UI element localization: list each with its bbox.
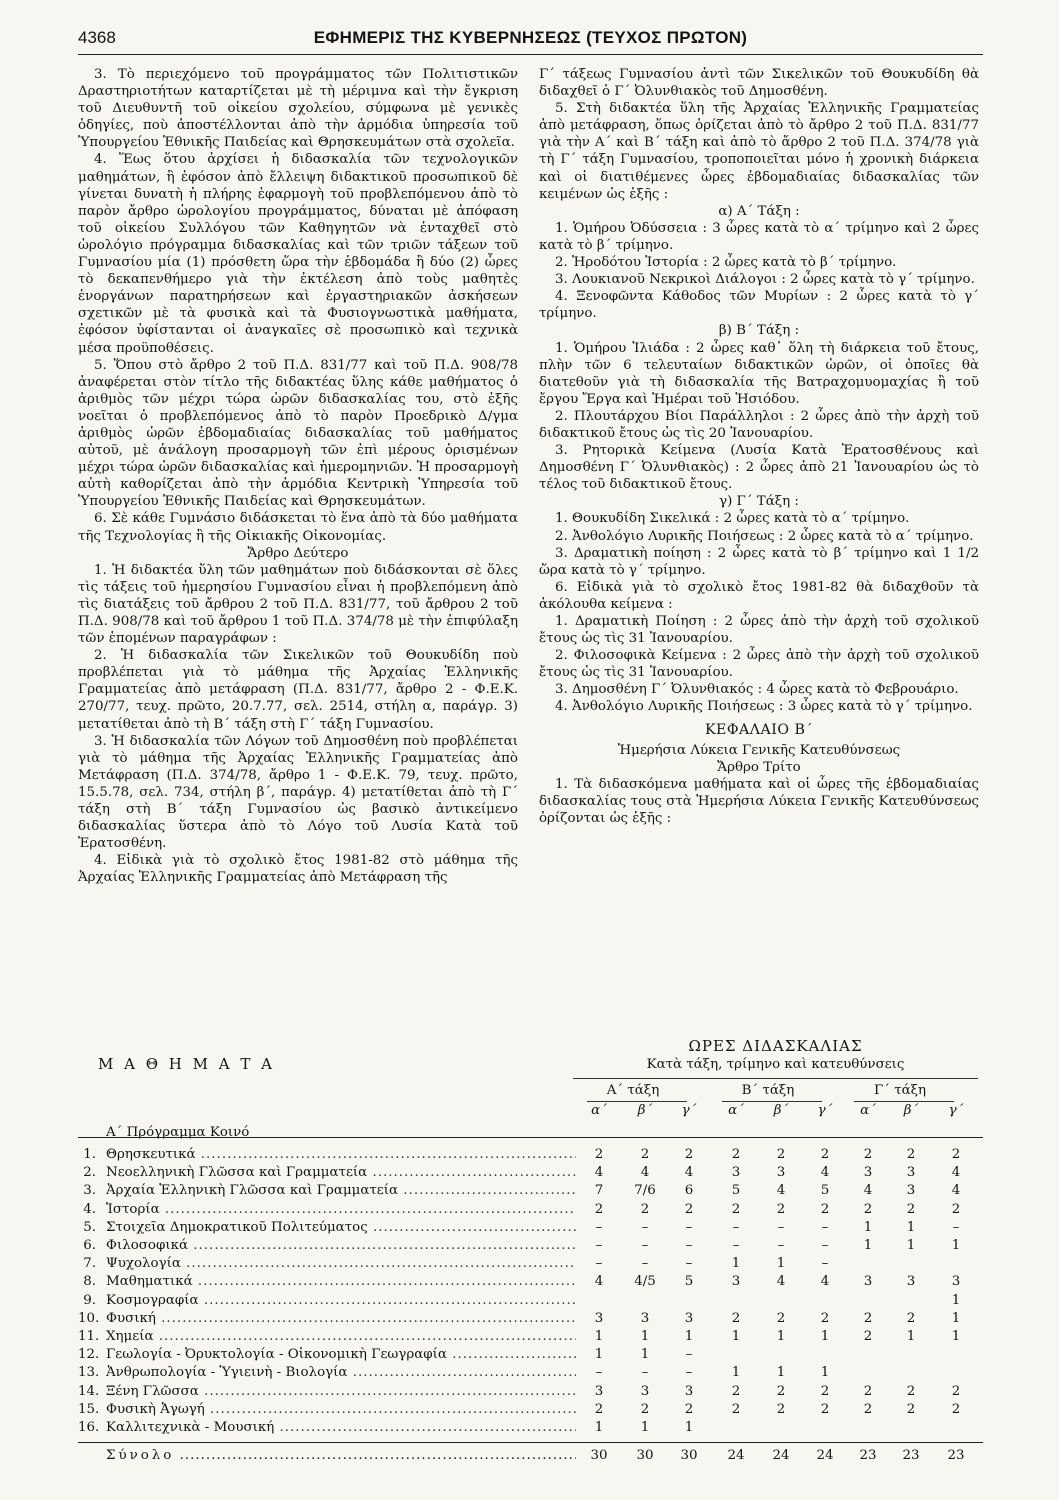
hours-cell: 2: [951, 1401, 961, 1417]
table-row: [78, 1256, 983, 1272]
hours-cell: 4: [951, 1165, 961, 1181]
class-group-underline: [854, 1101, 954, 1102]
hours-cell: 3: [906, 1183, 916, 1199]
hours-cell: –: [777, 1219, 785, 1235]
hours-cell: 3: [594, 1383, 604, 1399]
hours-cell: 2: [640, 1401, 650, 1417]
term-column-label: β΄: [637, 1103, 653, 1118]
header-divider: [573, 1078, 978, 1079]
subject-name: Ἱστορία .....: [106, 1202, 576, 1217]
hours-cell: 4: [594, 1165, 604, 1181]
hours-cell: 4: [684, 1165, 694, 1181]
list-item: 1. Θουκυδίδη Σικελικά : 2 ὧρες κατὰ τὸ α΄ τρίμηνο.: [555, 511, 910, 527]
row-number: 6.: [83, 1238, 96, 1253]
hours-cell: 2: [594, 1147, 604, 1162]
hours-cell: –: [595, 1365, 603, 1381]
hours-cell: 2: [684, 1201, 694, 1217]
hours-cell: 2: [820, 1401, 830, 1417]
paragraph: 1. Ἡ διδακτέα ὕλη τῶν μαθημάτων ποὺ διδάσκονται σὲ ὅλες τὶς τάξεις τοῦ ἡμερησίου Γυμνασίου εἶναι ἡ προβλεπόμενη ἀπὸ τὶς διατάξεις τοῦ ἄρθρου 2 τοῦ Π.Δ. 831/77, τοῦ ἄρθρου 2 τοῦ Π.Δ. 908/78 καὶ τοῦ ἄρθρου 1 τοῦ Π.Δ. 374/78 μὲ τὴν ἐπιφύλαξη τῶν ἑπομένων παραγράφων :: [78, 562, 518, 647]
hours-cell: 2: [906, 1201, 916, 1217]
right-column: [539, 66, 979, 827]
hours-cell: 2: [906, 1147, 916, 1162]
hours-cell: 4: [640, 1165, 650, 1181]
paragraph: 6. Σὲ κάθε Γυμνάσιο διδάσκεται τὸ ἕνα ἀπὸ τὰ δύο μαθήματα τῆς Τεχνολογίας ἢ τῆς Οἰκιακῆς Οἰκονομίας.: [78, 511, 518, 544]
hours-cell: 3: [731, 1274, 741, 1290]
hours-cell: 1: [684, 1420, 694, 1435]
row-number: 5.: [83, 1219, 96, 1235]
row-number: 14.: [78, 1383, 100, 1399]
header-rule: [78, 54, 983, 55]
term-column-label: α΄: [728, 1103, 744, 1118]
paragraph: 3. Τὸ περιεχόμενο τοῦ προγράμματος τῶν Πολιτιστικῶν Δραστηριοτήτων καταρτίζεται μὲ τὴ μέριμνα καὶ τὴν ἔγκριση τοῦ Διευθυντῆ τοῦ οἰκείου σχολείου, σύμφωνα μὲ γενικὲς ὁδηγίες, ποὺ ἀποστέλλονται ἀπὸ τὴν ἁρμόδια ὑπηρεσία τοῦ Ὑπουργείου Ἐθνικῆς Παιδείας καὶ Θρησκευμάτων στὰ σχολεῖα.: [78, 67, 518, 151]
hours-cell: 1: [863, 1219, 873, 1235]
hours-cell: 4: [776, 1274, 786, 1290]
hours-cell: 1: [731, 1365, 741, 1381]
hours-cell: 1: [776, 1329, 786, 1344]
hours-cell: 1: [906, 1329, 916, 1344]
hours-cell: 7/6: [634, 1183, 656, 1199]
hours-cell: 1: [776, 1365, 786, 1381]
hours-cell: –: [595, 1256, 603, 1272]
hours-cell: 2: [820, 1201, 830, 1217]
hours-cell: 3: [731, 1165, 741, 1181]
term-column-label: γ΄: [948, 1103, 964, 1118]
hours-cell: 2: [776, 1147, 786, 1162]
row-number: 12.: [78, 1347, 100, 1363]
table-row: [78, 1329, 983, 1345]
class-group-underline: [587, 1101, 687, 1102]
table-row: [78, 1220, 983, 1236]
hours-cell: 6: [684, 1183, 694, 1199]
total-cell: 23: [947, 1448, 965, 1463]
hours-cell: 2: [820, 1383, 830, 1399]
hours-cell: 1: [731, 1329, 741, 1344]
table-row: [78, 1202, 983, 1218]
hours-cell: 2: [640, 1147, 650, 1162]
hours-cell: 4: [951, 1183, 961, 1199]
hours-cell: 5: [820, 1183, 830, 1199]
hours-cell: 3: [906, 1274, 916, 1290]
hours-cell: –: [685, 1347, 693, 1363]
total-cell: 24: [772, 1448, 790, 1463]
hours-cell: 1: [820, 1365, 830, 1381]
hours-cell: –: [641, 1365, 649, 1381]
paragraph: 6. Εἰδικὰ γιὰ τὸ σχολικὸ ἔτος 1981-82 θὰ διδαχθοῦν τὰ ἀκόλουθα κείμενα :: [539, 579, 979, 612]
list-item: 3. Ρητορικὰ Κείμενα (Λυσία Κατὰ Ἐρατοσθένους καὶ Δημοσθένη Γ΄ Ὀλυνθιακὸς) : 2 ὧρες ἀπὸ 21 Ἰανουαρίου ὡς τὸ τέλος τοῦ διδακτικοῦ ἔτους.: [539, 443, 979, 493]
list-item: 4. Ξενοφῶντα Κάθοδος τῶν Μυρίων : 2 ὧρες κατὰ τὸ γ΄ τρίμηνο.: [539, 289, 979, 322]
hours-cell: 2: [863, 1201, 873, 1217]
hours-cell: –: [821, 1256, 829, 1272]
chapter-heading: ΚΕΦΑΛΑΙΟ Β΄: [704, 721, 814, 738]
hours-cell: –: [641, 1256, 649, 1272]
table-row: [78, 1420, 983, 1436]
paragraph: 4. Εἰδικὰ γιὰ τὸ σχολικὸ ἔτος 1981-82 στὸ μάθημα τῆς Ἀρχαίας Ἑλληνικῆς Γραμματείας ἀπὸ Μετάφραση τῆς: [78, 853, 518, 886]
list-item: 2. Φιλοσοφικὰ Κείμενα : 2 ὧρες ἀπὸ τὴν ἀρχὴ τοῦ σχολικοῦ ἔτους ὡς τὶς 31 Ἰανουαρίου.: [539, 648, 979, 681]
hours-cell: 2: [863, 1383, 873, 1399]
hours-cell: 1: [731, 1256, 741, 1272]
page-number: 4368: [78, 28, 116, 47]
subject-name: Ξένη Γλῶσσα .....: [106, 1384, 576, 1399]
row-number: 8.: [83, 1274, 96, 1290]
hours-cell: 1: [594, 1347, 604, 1363]
hours-cell: 1: [594, 1329, 604, 1344]
hours-cell: 1: [863, 1238, 873, 1253]
hours-cell: 2: [951, 1201, 961, 1217]
hours-cell: 3: [684, 1310, 694, 1326]
class-group-underline: [722, 1101, 822, 1102]
row-number: 13.: [78, 1365, 100, 1381]
row-number: 4.: [83, 1201, 96, 1217]
hours-cell: 4: [776, 1183, 786, 1199]
paragraph: 4. Ἕως ὅτου ἀρχίσει ἡ διδασκαλία τῶν τεχνολογικῶν μαθημάτων, ἢ ἐφόσον ἀπὸ ἔλλειψη διδακτικοῦ προσωπικοῦ δὲ γίνεται δυνατὴ ἡ πλήρης ἐφαρμογὴ τοῦ προβλεπόμενου ἀπὸ τὸ παρὸν ἄρθρο ὡρολογίου προγράμματος, δύναται μὲ ἀπόφαση τοῦ οἰκείου Συλλόγου τῶν Καθηγητῶν νὰ ἐνταχθεῖ στὸ ὡρολόγιο πρόγραμμα διδασκαλίας καὶ τῶν τριῶν τάξεων τοῦ Γυμνασίου μία (1) πρόσθετη ὥρα τὴν ἑβδομάδα ἢ δύο (2) ὧρες τὸ δεκαπενθήμερο γιὰ τὴν ἐκτέλεση ἀπὸ τοὺς μαθητὲς ἐνοργάνων παρατηρήσεων καὶ ἐργαστηριακῶν ἀσκήσεων σχετικῶν μὲ τὰ φυσικὰ καὶ τὰ Φυσιογνωστικὰ μαθήματα, ἐφόσον ὑφίστανται οἱ ἀναγκαῖες σὲ προσωπικὸ καὶ τεχνικὰ μέσα προϋποθέσεις.: [78, 152, 518, 356]
hours-cell: –: [685, 1238, 693, 1253]
subject-name: Φυσικὴ Ἀγωγή .....: [106, 1402, 576, 1417]
row-number: 11.: [78, 1329, 100, 1344]
hours-cell: 2: [684, 1401, 694, 1417]
hours-cell: 2: [906, 1383, 916, 1399]
table-row: [78, 1347, 983, 1363]
paragraph: 3. Ἡ διδασκαλία τῶν Λόγων τοῦ Δημοσθένη ποὺ προβλέπεται γιὰ τὸ μάθημα τῆς Ἀρχαίας Ἑλληνικῆς Γραμματείας ἀπὸ Μετάφραση (Π.Δ. 374/78, ἄρθρο 1 - Φ.Ε.Κ. 79, τευχ. πρῶτο, 15.5.78, σελ. 734, στήλη β΄, παράγρ. 4) μετατίθεται ἀπὸ τὴ Γ΄ τάξη στὴ Β΄ τάξη Γυμνασίου ὡς βασικὸ ἀντικείμενο διδασκαλίας ὕστερα ἀπὸ τὸ Λόγο τοῦ Λυσία Κατὰ τοῦ Ἐρατοσθένη.: [78, 733, 518, 852]
hours-cell: 1: [640, 1347, 650, 1363]
hours-cell: 1: [594, 1420, 604, 1435]
hours-cell: 2: [776, 1201, 786, 1217]
list-item: 1. Δραματικὴ Ποίηση : 2 ὧρες ἀπὸ τὴν ἀρχὴ τοῦ σχολικοῦ ἔτους ὡς τὶς 31 Ἰανουαρίου.: [539, 614, 979, 647]
hours-cell: 2: [640, 1201, 650, 1217]
hours-cell: –: [685, 1219, 693, 1235]
subject-name: Χημεία .....: [106, 1329, 576, 1344]
hours-cell: 5: [684, 1274, 694, 1290]
class-group-label: Β΄ τάξη: [741, 1083, 795, 1098]
hours-cell: 3: [640, 1383, 650, 1399]
table-row: [78, 1147, 983, 1163]
table-row: [78, 1165, 983, 1181]
hours-header: ΩΡΕΣ ΔΙΔΑΣΚΑΛΙΑΣ: [688, 1037, 863, 1055]
table-row: [78, 1311, 983, 1327]
hours-cell: 3: [951, 1274, 961, 1290]
hours-cell: 1: [951, 1238, 961, 1253]
row-number: 9.: [83, 1292, 96, 1308]
term-column-label: α΄: [591, 1103, 607, 1118]
term-column-label: γ΄: [817, 1103, 833, 1118]
total-cell: 24: [727, 1448, 745, 1463]
hours-cell: 4: [594, 1274, 604, 1290]
hours-cell: 2: [731, 1147, 741, 1162]
table-row: [78, 1238, 983, 1254]
hours-cell: 4/5: [634, 1274, 656, 1290]
hours-cell: 2: [951, 1147, 961, 1162]
hours-cell: 2: [684, 1147, 694, 1162]
hours-cell: 2: [906, 1401, 916, 1417]
hours-cell: –: [595, 1238, 603, 1253]
subject-name: Ψυχολογία .....: [106, 1256, 576, 1271]
list-item: 3. Δημοσθένη Γ΄ Ὀλυνθιακός : 4 ὧρες κατὰ τὸ Φεβρουάριο.: [555, 682, 959, 698]
total-cell: 30: [590, 1448, 608, 1463]
hours-cell: 2: [731, 1201, 741, 1217]
hours-cell: 2: [594, 1401, 604, 1417]
row-number: 10.: [78, 1310, 100, 1326]
hours-cell: 2: [820, 1147, 830, 1162]
hours-cell: 1: [906, 1219, 916, 1235]
list-item: 2. Ἡροδότου Ἱστορία : 2 ὧρες κατὰ τὸ β΄ τρίμηνο.: [555, 255, 897, 271]
subsection-heading: α) Α΄ Τάξη :: [718, 203, 800, 219]
paragraph: 5. Ὅπου στὸ ἄρθρο 2 τοῦ Π.Δ. 831/77 καὶ τοῦ Π.Δ. 908/78 ἀναφέρεται στὸν τίτλο τῆς διδακτέας ὕλης κάθε μαθήματος ὁ ἀριθμὸς τῶν μέχρι τώρα ὡρῶν διδασκαλίας του, στὸ ἑξῆς νοεῖται ὁ προβλεπόμενος ἀπὸ τὸ παρὸν Προεδρικὸ Δ/γμα ἀριθμὸς ὡρῶν ἑβδομαδιαίας διδασκαλίας τοῦ μαθήματος αὐτοῦ, μὲ ἀνάλογη προσαρμογὴ τῶν ἐπὶ μέρους ὁρισμένων μέχρι τώρα ὡρῶν διδασκαλίας καὶ ἡμερομηνιῶν. Ἡ προσαρμογὴ αὐτὴ καθορίζεται ἀπὸ τὴν ἁρμόδια Κεντρικὴ Ὑπηρεσία τοῦ Ὑπουργείου Ἐθνικῆς Παιδείας καὶ Θρησκευμάτων.: [78, 357, 518, 510]
hours-cell: 2: [863, 1401, 873, 1417]
list-item: 4. Ἀνθολόγιο Λυρικῆς Ποιήσεως : 3 ὧρες κατὰ τὸ γ΄ τρίμηνο.: [555, 699, 973, 715]
hours-cell: –: [641, 1238, 649, 1253]
hours-cell: 1: [906, 1238, 916, 1253]
hours-cell: 2: [776, 1401, 786, 1417]
program-label: Α΄ Πρόγραμμα Κοινό: [106, 1125, 250, 1140]
hours-cell: 3: [640, 1310, 650, 1326]
total-cell: 30: [636, 1448, 654, 1463]
paragraph: Γ΄ τάξεως Γυμνασίου ἀντὶ τῶν Σικελικῶν τοῦ Θουκυδίδη θὰ διδαχθεῖ ὁ Γ΄ Ὀλυνθιακὸς τοῦ Δημοσθένη.: [539, 67, 979, 100]
list-item: 2. Πλουτάρχου Βίοι Παράλληλοι : 2 ὧρες ἀπὸ τὴν ἀρχὴ τοῦ διδακτικοῦ ἔτους ὡς τὶς 20 Ἰανουαρίου.: [539, 408, 979, 441]
hours-cell: –: [777, 1238, 785, 1253]
list-item: 1. Ὁμήρου Ἰλιάδα : 2 ὧρες καθ᾽ ὅλη τὴ διάρκεια τοῦ ἔτους, πλὴν τῶν 6 τελευταίων διδακτικῶν ὡρῶν, οἱ ὁποῖες θὰ διατεθοῦν γιὰ τὴ διδασκαλία τῆς Βατραχομυομαχίας ἢ τοῦ ἔργου Ἔργα καὶ Ἡμέραι τοῦ Ἡσιόδου.: [539, 340, 979, 407]
list-item: 3. Δραματικὴ ποίηση : 2 ὧρες κατὰ τὸ β΄ τρίμηνο καὶ 1 1/2 ὥρα κατὰ τὸ γ΄ τρίμηνο.: [539, 545, 979, 578]
hours-cell: 1: [951, 1329, 961, 1344]
subject-name: Καλλιτεχνικὰ - Μουσική .....: [106, 1420, 576, 1435]
page-header: [78, 26, 983, 52]
list-item: 1. Ὁμήρου Ὀδύσσεια : 3 ὧρες κατὰ τὸ α΄ τρίμηνο καὶ 2 ὧρες κατὰ τὸ β΄ τρίμηνο.: [539, 220, 979, 253]
hours-cell: 3: [684, 1383, 694, 1399]
chapter-subtitle: Ἡμερήσια Λύκεια Γενικῆς Κατευθύνσεως: [617, 742, 901, 758]
hours-cell: 2: [863, 1329, 873, 1344]
table-row: [78, 1274, 983, 1290]
hours-cell: –: [821, 1238, 829, 1253]
hours-cell: 2: [820, 1310, 830, 1326]
hours-cell: 1: [820, 1329, 830, 1344]
article-heading: Ἄρθρο Δεύτερο: [247, 545, 349, 561]
subject-name: Κοσμογραφία .....: [106, 1293, 576, 1308]
hours-cell: 2: [951, 1383, 961, 1399]
hours-cell: 3: [594, 1310, 604, 1326]
hours-cell: 2: [776, 1310, 786, 1326]
article-heading: Ἄρθρο Τρίτο: [717, 759, 801, 775]
hours-cell: 7: [594, 1183, 604, 1199]
subjects-header: Μ Α Θ Η Μ Α Τ Α: [98, 1055, 275, 1073]
hours-cell: –: [732, 1238, 740, 1253]
hours-cell: 3: [863, 1165, 873, 1181]
subject-name: Ἀνθρωπολογία - Ὑγιεινὴ - Βιολογία .....: [106, 1365, 576, 1380]
hours-cell: 2: [594, 1201, 604, 1217]
row-number: 3.: [83, 1183, 96, 1199]
subject-name: Στοιχεῖα Δημοκρατικοῦ Πολιτεύματος .....: [106, 1220, 576, 1235]
hours-cell: –: [732, 1219, 740, 1235]
table-row: [78, 1183, 983, 1199]
hours-cell: 3: [776, 1165, 786, 1181]
hours-cell: 4: [820, 1165, 830, 1181]
subject-name: Μαθηματικά .....: [106, 1274, 576, 1289]
hours-cell: 2: [731, 1401, 741, 1417]
hours-cell: 2: [863, 1310, 873, 1326]
hours-cell: –: [641, 1219, 649, 1235]
hours-cell: 5: [731, 1183, 741, 1199]
hours-cell: 2: [863, 1147, 873, 1162]
hours-cell: –: [685, 1256, 693, 1272]
table-top-rule: [78, 1137, 983, 1138]
hours-cell: 4: [863, 1183, 873, 1199]
row-number: 1.: [83, 1147, 96, 1162]
hours-cell: 1: [776, 1256, 786, 1272]
paragraph: 2. Ἡ διδασκαλία τῶν Σικελικῶν τοῦ Θουκυδίδη ποὺ προβλέπεται γιὰ τὸ μάθημα τῆς Ἀρχαίας Ἑλληνικῆς Γραμματείας ἀπὸ μετάφραση (Π.Δ. 831/77, ἄρθρο 2 - Φ.Ε.Κ. 270/77, τευχ. πρῶτο, 20.7.77, σελ. 2514, στήλη α, παράγρ. 3) μετατίθεται ἀπὸ τὴ Β΄ τάξη στὴ Γ΄ τάξη Γυμνασίου.: [78, 648, 518, 732]
total-label: Σύνολο .....: [106, 1448, 576, 1463]
term-column-label: α΄: [860, 1103, 876, 1118]
hours-cell: 1: [640, 1420, 650, 1435]
subject-name: Φυσική .....: [106, 1311, 576, 1326]
paragraph: 1. Τὰ διδασκόμενα μαθήματα καὶ οἱ ὧρες τῆς ἑβδομαδιαίας διδασκαλίας τους στὰ Ἡμερήσια Λύκεια Γενικῆς Κατευθύνσεως ὁρίζονται ὡς ἑξῆς :: [539, 776, 979, 827]
table-bottom-rule: [78, 1442, 983, 1443]
row-number: 2.: [83, 1165, 96, 1181]
row-number: 15.: [78, 1401, 100, 1417]
total-cell: 23: [902, 1448, 920, 1463]
hours-cell: 4: [820, 1274, 830, 1290]
hours-cell: 2: [776, 1383, 786, 1399]
row-number: 7.: [83, 1256, 96, 1272]
hours-cell: 1: [684, 1329, 694, 1344]
hours-cell: 2: [731, 1310, 741, 1326]
hours-cell: 2: [731, 1383, 741, 1399]
hours-cell: –: [685, 1365, 693, 1381]
hours-cell: 1: [640, 1329, 650, 1344]
subsection-heading: γ) Γ΄ Τάξη :: [719, 494, 799, 510]
table-row: [78, 1402, 983, 1418]
hours-cell: 1: [951, 1292, 961, 1308]
row-number: 16.: [78, 1420, 100, 1435]
hours-cell: –: [595, 1219, 603, 1235]
table-row: [78, 1365, 983, 1381]
term-column-label: β΄: [903, 1103, 919, 1118]
paragraph: 5. Στὴ διδακτέα ὕλη τῆς Ἀρχαίας Ἑλληνικῆς Γραμματείας ἀπὸ μετάφραση, ὅπως ὁρίζεται ἀπὸ τὸ ἄρθρο 2 τοῦ Π.Δ. 831/77 γιὰ τὴν Α΄ καὶ Β΄ τάξη καὶ ἀπὸ τὸ ἄρθρο 2 τοῦ Π.Δ. 374/78 γιὰ τὴ Γ΄ τάξη Γυμνασίου, τροποποιεῖται μόνο ἡ χρονικὴ διάρκεια καὶ οἱ διατιθέμενες ὧρες ἑβδομαδιαίας διδασκαλίας τῶν κειμένων ὡς ἑξῆς :: [539, 101, 979, 202]
total-cell: 23: [859, 1448, 877, 1463]
hours-cell: 2: [906, 1310, 916, 1326]
hours-cell: 1: [951, 1310, 961, 1326]
total-cell: 30: [680, 1448, 698, 1463]
left-column: [78, 66, 518, 887]
list-item: 3. Λουκιανοῦ Νεκρικοὶ Διάλογοι : 2 ὧρες κατὰ τὸ γ΄ τρίμηνο.: [555, 272, 975, 288]
class-group-label: Α΄ τάξη: [606, 1083, 660, 1098]
subject-name: Φιλοσοφικά .....: [106, 1238, 576, 1253]
term-column-label: γ΄: [681, 1103, 697, 1118]
hours-cell: 3: [906, 1165, 916, 1181]
hours-cell: 3: [863, 1274, 873, 1290]
gazette-title: ΕΦΗΜΕΡΙΣ ΤΗΣ ΚΥΒΕΡΝΗΣΕΩΣ (ΤΕΥΧΟΣ ΠΡΩΤΟΝ): [313, 28, 748, 47]
subject-name: Ἀρχαία Ἑλληνικὴ Γλῶσσα καὶ Γραμματεία .....: [106, 1183, 576, 1198]
subject-name: Νεοελληνικὴ Γλῶσσα καὶ Γραμματεία .....: [106, 1165, 576, 1180]
class-group-label: Γ΄ τάξη: [873, 1083, 927, 1098]
subject-name: Θρησκευτικά .....: [106, 1147, 576, 1162]
hours-cell: –: [821, 1219, 829, 1235]
term-column-label: β΄: [773, 1103, 789, 1118]
total-cell: 24: [816, 1448, 834, 1463]
hours-subheader: Κατὰ τάξη, τρίμηνο καὶ κατευθύνσεις: [646, 1057, 905, 1072]
hours-cell: –: [952, 1219, 960, 1235]
table-row: [78, 1384, 983, 1400]
table-row: [78, 1293, 983, 1309]
list-item: 2. Ἀνθολόγιο Λυρικῆς Ποιήσεως : 2 ὧρες κατὰ τὸ α΄ τρίμηνο.: [555, 528, 974, 544]
subsection-heading: β) Β΄ Τάξη :: [718, 323, 800, 339]
subject-name: Γεωλογία - Ὀρυκτολογία - Οἰκονομικὴ Γεωγραφία .....: [106, 1347, 576, 1362]
